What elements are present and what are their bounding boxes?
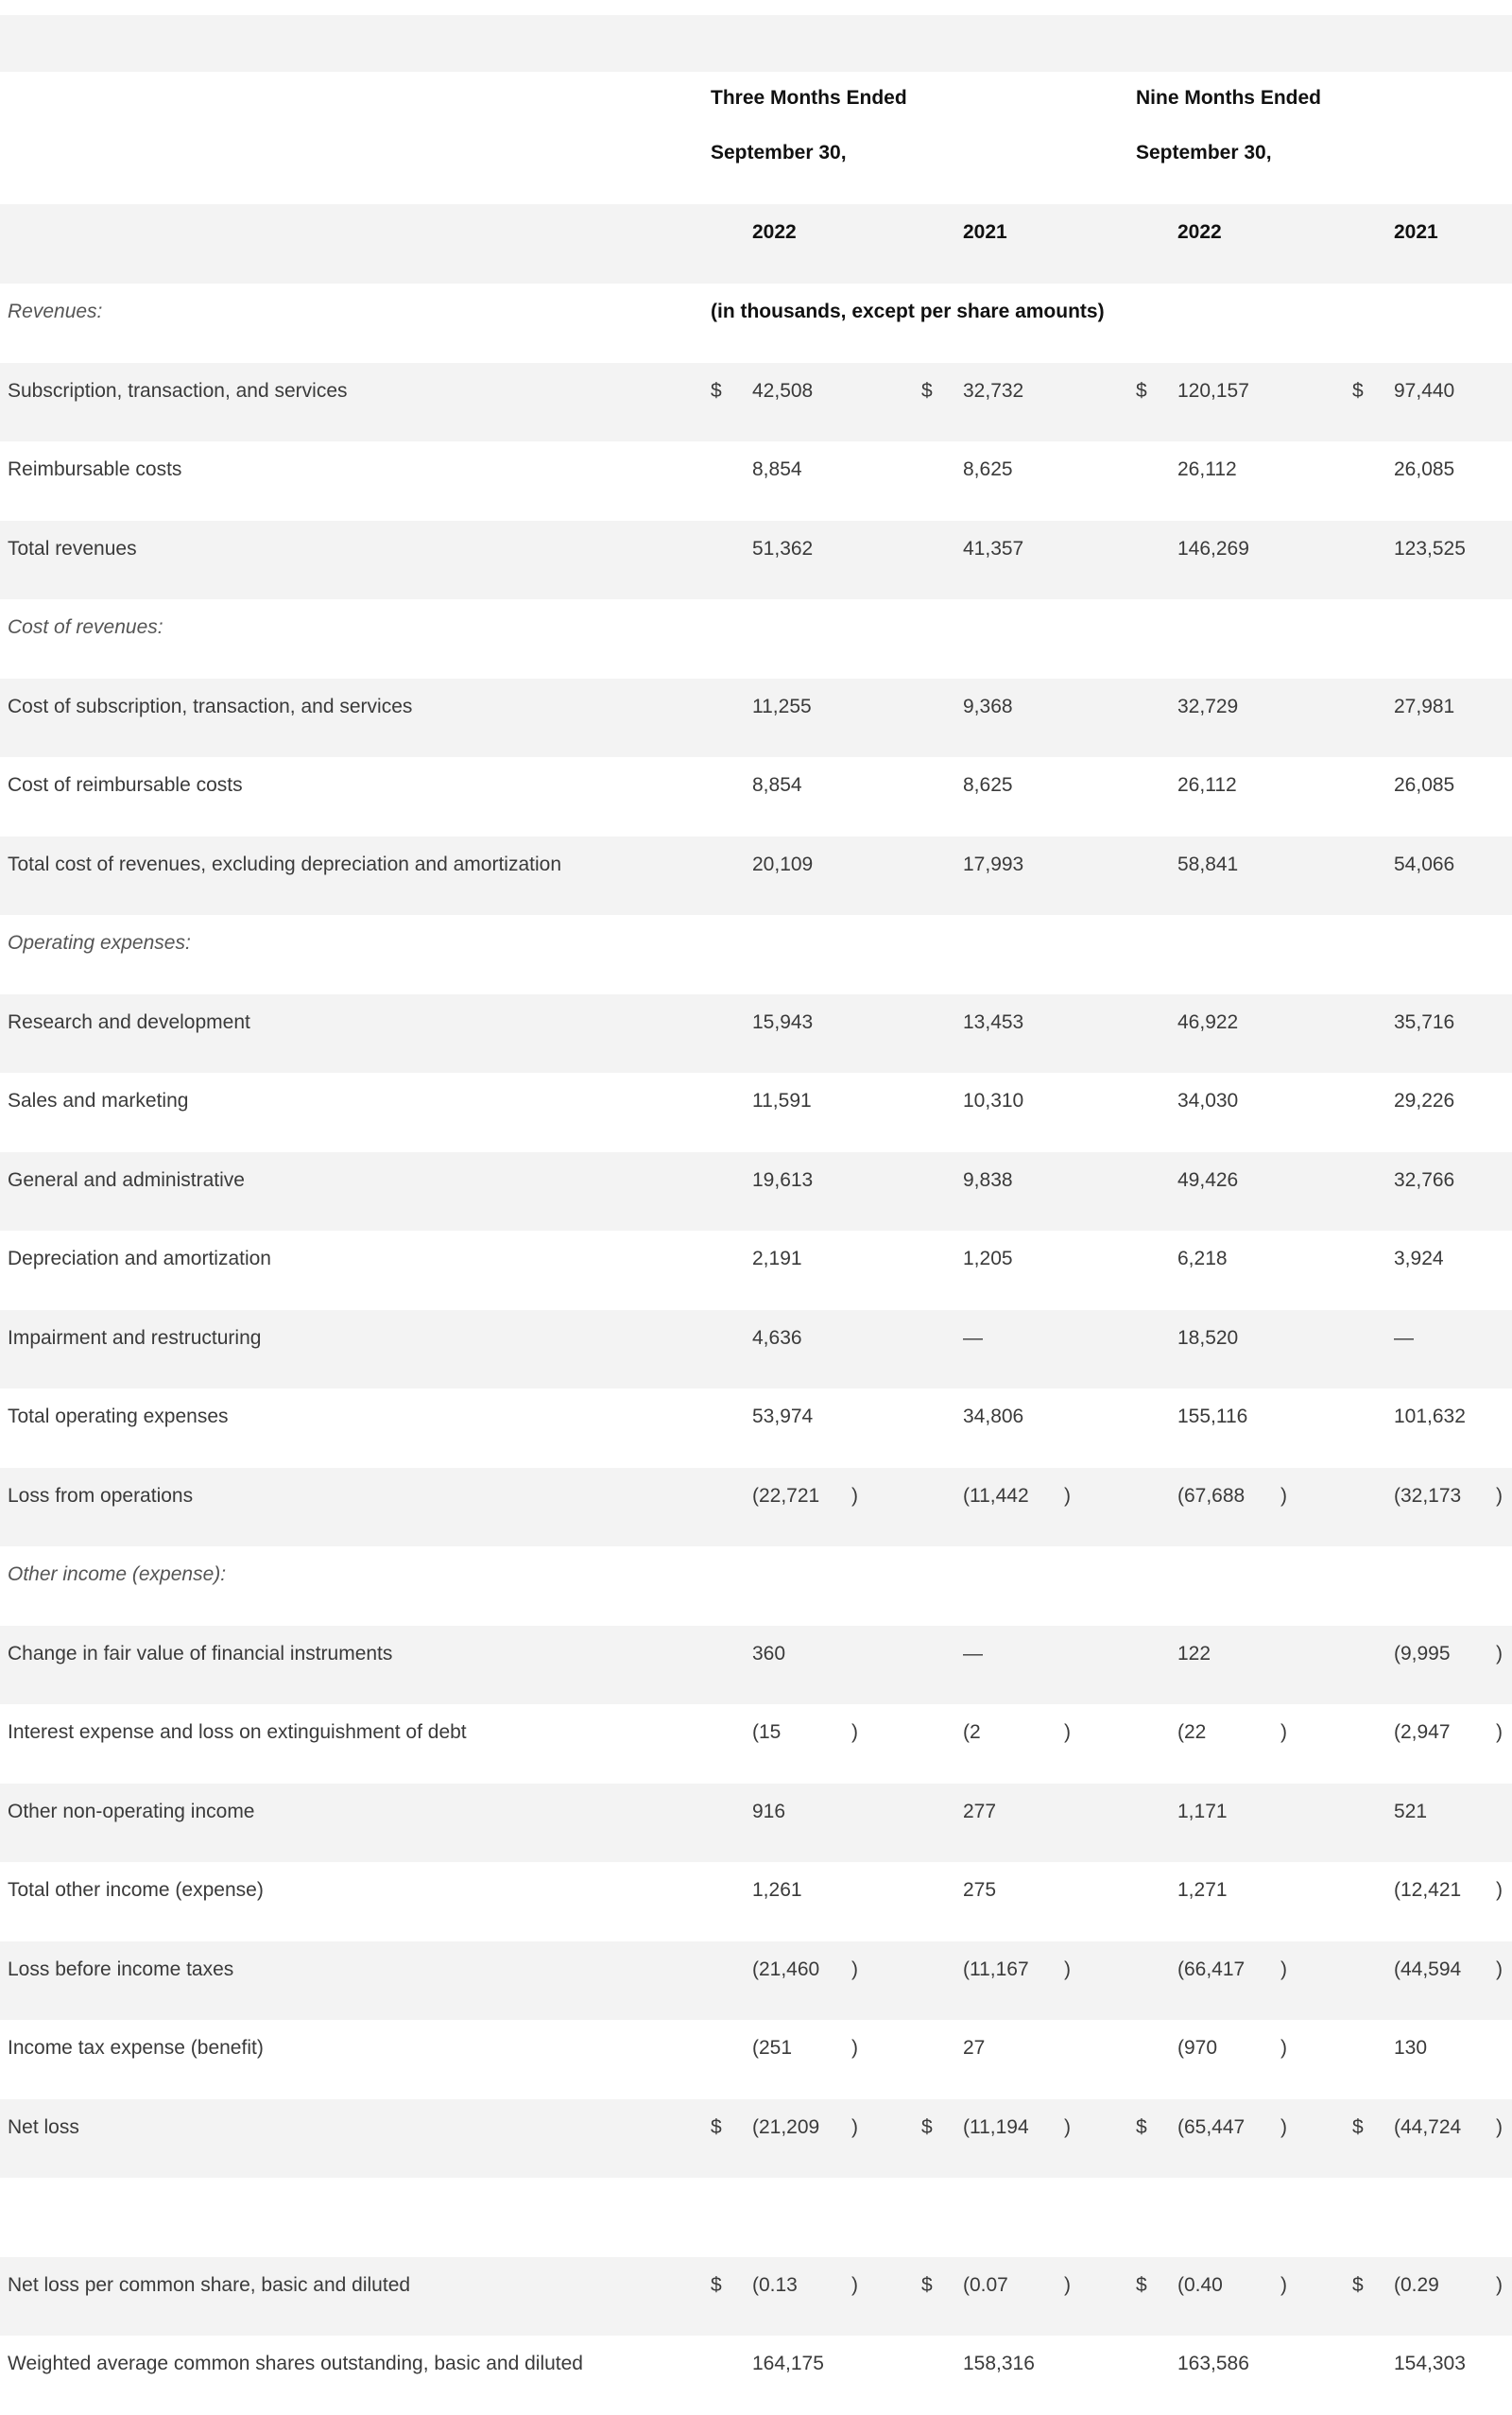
cell-value: 8,854 xyxy=(752,458,802,480)
cell-value: 46,922 xyxy=(1177,1011,1239,1033)
cell-value: 1,171 xyxy=(1177,1801,1228,1822)
table-row xyxy=(0,1704,1512,1784)
section-label: Other income (expense): xyxy=(8,1563,227,1585)
table-row xyxy=(0,2020,1512,2099)
cell-value: 101,632 xyxy=(1394,1406,1466,1427)
row-label: Change in fair value of financial instruments xyxy=(8,1643,393,1665)
row-label: Reimbursable costs xyxy=(8,458,182,480)
cell-value: (65,447 xyxy=(1177,2116,1246,2138)
cell-value: 277 xyxy=(963,1801,997,1822)
table-row xyxy=(0,521,1512,600)
table-row xyxy=(0,2336,1512,2415)
close-paren: ) xyxy=(851,2037,858,2059)
table-row xyxy=(0,679,1512,758)
cell-value: 32,766 xyxy=(1394,1169,1455,1191)
close-paren: ) xyxy=(1496,1721,1503,1743)
cell-value: — xyxy=(963,1327,983,1349)
row-label: Net loss xyxy=(8,2116,79,2138)
row-label: Income tax expense (benefit) xyxy=(8,2037,264,2059)
cell-value: (0.13 xyxy=(752,2274,798,2296)
cell-value: 27 xyxy=(963,2037,986,2059)
cell-value: 53,974 xyxy=(752,1406,814,1427)
table-row xyxy=(0,1152,1512,1232)
close-paren: ) xyxy=(1280,1958,1287,1980)
cell-value: 11,591 xyxy=(752,1090,812,1112)
cell-value: 123,525 xyxy=(1394,538,1466,560)
cell-value: 35,716 xyxy=(1394,1011,1455,1033)
cell-value: 122 xyxy=(1177,1643,1211,1665)
close-paren: ) xyxy=(1064,2274,1071,2296)
close-paren: ) xyxy=(1496,2274,1503,2296)
table-row xyxy=(0,994,1512,1074)
top-margin xyxy=(0,0,1512,15)
units-note: (in thousands, except per share amounts) xyxy=(711,301,1105,322)
row-label: Impairment and restructuring xyxy=(8,1327,262,1349)
cell-value: (970 xyxy=(1177,2037,1218,2059)
year-col-3: 2022 xyxy=(1177,221,1222,243)
cell-value: (2 xyxy=(963,1721,981,1743)
cell-value: 4,636 xyxy=(752,1327,802,1349)
cell-value: (22,721 xyxy=(752,1485,820,1507)
close-paren: ) xyxy=(1496,1879,1503,1901)
cell-value: 3,924 xyxy=(1394,1248,1444,1269)
dollar-sign: $ xyxy=(921,2274,933,2296)
cell-value: (11,194 xyxy=(963,2116,1029,2138)
cell-value: (11,442 xyxy=(963,1485,1029,1507)
dollar-sign: $ xyxy=(1352,2274,1364,2296)
dollar-sign: $ xyxy=(711,380,722,402)
section-header-row xyxy=(0,1546,1512,1626)
table-row xyxy=(0,441,1512,521)
row-label: Interest expense and loss on extinguishment of debt xyxy=(8,1721,467,1743)
cell-value: (44,724 xyxy=(1394,2116,1462,2138)
table-row xyxy=(0,837,1512,916)
spacer-row xyxy=(0,2178,1512,2257)
year-header-row xyxy=(0,204,1512,284)
cell-value: (9,995 xyxy=(1394,1643,1451,1665)
close-paren: ) xyxy=(1280,1721,1287,1743)
cell-value: (21,460 xyxy=(752,1958,820,1980)
row-label: Weighted average common shares outstanding, basic and diluted xyxy=(8,2353,583,2374)
cell-value: (66,417 xyxy=(1177,1958,1246,1980)
table-row xyxy=(0,1310,1512,1389)
cell-value: 154,303 xyxy=(1394,2353,1466,2374)
cell-value: 26,085 xyxy=(1394,458,1455,480)
close-paren: ) xyxy=(1064,1958,1071,1980)
close-paren: ) xyxy=(1496,1958,1503,1980)
table-row xyxy=(0,2099,1512,2179)
dollar-sign: $ xyxy=(711,2116,722,2138)
row-label: General and administrative xyxy=(8,1169,245,1191)
cell-value: 8,625 xyxy=(963,458,1013,480)
cell-value: 2,191 xyxy=(752,1248,802,1269)
table-row xyxy=(0,1231,1512,1310)
cell-value: (12,421 xyxy=(1394,1879,1462,1901)
cell-value: 51,362 xyxy=(752,538,814,560)
cell-value: — xyxy=(963,1643,983,1665)
dollar-sign: $ xyxy=(711,2274,722,2296)
cell-value: 9,838 xyxy=(963,1169,1013,1191)
cell-value: (22 xyxy=(1177,1721,1207,1743)
row-label: Total other income (expense) xyxy=(8,1879,264,1901)
cell-value: 41,357 xyxy=(963,538,1024,560)
cell-value: 32,729 xyxy=(1177,696,1239,717)
cell-value: (251 xyxy=(752,2037,793,2059)
cell-value: (0.29 xyxy=(1394,2274,1439,2296)
cell-value: 42,508 xyxy=(752,380,814,402)
close-paren: ) xyxy=(1496,2116,1503,2138)
cell-value: — xyxy=(1394,1327,1414,1349)
cell-value: 164,175 xyxy=(752,2353,824,2374)
cell-value: 521 xyxy=(1394,1801,1428,1822)
cell-value: 34,806 xyxy=(963,1406,1024,1427)
cell-value: (2,947 xyxy=(1394,1721,1451,1743)
row-label: Research and development xyxy=(8,1011,250,1033)
table-row xyxy=(0,1468,1512,1547)
cell-value: 163,586 xyxy=(1177,2353,1249,2374)
nine-months-date: September 30, xyxy=(1136,142,1272,164)
cell-value: (0.07 xyxy=(963,2274,1008,2296)
row-label: Cost of reimbursable costs xyxy=(8,774,243,796)
dollar-sign: $ xyxy=(1352,380,1364,402)
year-col-4: 2021 xyxy=(1394,221,1438,243)
section-header-row xyxy=(0,915,1512,994)
cell-value: 6,218 xyxy=(1177,1248,1228,1269)
dollar-sign: $ xyxy=(1352,2116,1364,2138)
dollar-sign: $ xyxy=(1136,2274,1147,2296)
three-months-date: September 30, xyxy=(711,142,847,164)
cell-value: 916 xyxy=(752,1801,786,1822)
cell-value: (32,173 xyxy=(1394,1485,1462,1507)
close-paren: ) xyxy=(1280,2116,1287,2138)
row-label: Subscription, transaction, and services xyxy=(8,380,348,402)
row-label: Depreciation and amortization xyxy=(8,1248,271,1269)
row-label: Total operating expenses xyxy=(8,1406,229,1427)
row-label: Sales and marketing xyxy=(8,1090,189,1112)
cell-value: 130 xyxy=(1394,2037,1428,2059)
cell-value: 32,732 xyxy=(963,380,1024,402)
cell-value: 97,440 xyxy=(1394,380,1455,402)
row-label: Total cost of revenues, excluding depreciation and amortization xyxy=(8,854,562,875)
row-label: Total revenues xyxy=(8,538,137,560)
period-header-row xyxy=(0,72,1512,204)
cell-value: 360 xyxy=(752,1643,786,1665)
cell-value: 19,613 xyxy=(752,1169,814,1191)
close-paren: ) xyxy=(1280,2037,1287,2059)
table-row xyxy=(0,1073,1512,1152)
table-row xyxy=(0,757,1512,837)
cell-value: 120,157 xyxy=(1177,380,1249,402)
cell-value: 58,841 xyxy=(1177,854,1239,875)
cell-value: 26,085 xyxy=(1394,774,1455,796)
dollar-sign: $ xyxy=(1136,380,1147,402)
dollar-sign: $ xyxy=(921,2116,933,2138)
cell-value: 158,316 xyxy=(963,2353,1035,2374)
table-row xyxy=(0,1389,1512,1468)
cell-value: 8,854 xyxy=(752,774,802,796)
cell-value: 26,112 xyxy=(1177,458,1237,480)
cell-value: (0.40 xyxy=(1177,2274,1223,2296)
cell-value: 20,109 xyxy=(752,854,814,875)
table-row xyxy=(0,1784,1512,1863)
section-header-row xyxy=(0,284,1512,363)
row-label: Net loss per common share, basic and diluted xyxy=(8,2274,411,2296)
close-paren: ) xyxy=(1064,1485,1071,1507)
cell-value: (15 xyxy=(752,1721,782,1743)
row-label: Other non-operating income xyxy=(8,1801,255,1822)
table-row xyxy=(0,1862,1512,1941)
section-header-row xyxy=(0,599,1512,679)
cell-value: (21,209 xyxy=(752,2116,820,2138)
cell-value: 155,116 xyxy=(1177,1406,1248,1427)
close-paren: ) xyxy=(851,2274,858,2296)
close-paren: ) xyxy=(851,1721,858,1743)
table-row xyxy=(0,1941,1512,2021)
cell-value: 13,453 xyxy=(963,1011,1024,1033)
cell-value: 49,426 xyxy=(1177,1169,1239,1191)
cell-value: 17,993 xyxy=(963,854,1024,875)
cell-value: 8,625 xyxy=(963,774,1013,796)
top-stripe xyxy=(0,15,1512,72)
row-label: Loss from operations xyxy=(8,1485,194,1507)
close-paren: ) xyxy=(1064,2116,1071,2138)
three-months-heading: Three Months Ended xyxy=(711,87,907,109)
cell-value: 54,066 xyxy=(1394,854,1455,875)
section-label: Cost of revenues: xyxy=(8,616,163,638)
table-row xyxy=(0,363,1512,442)
close-paren: ) xyxy=(1496,1485,1503,1507)
table-row xyxy=(0,1626,1512,1705)
cell-value: (44,594 xyxy=(1394,1958,1462,1980)
year-col-1: 2022 xyxy=(752,221,797,243)
cell-value: 1,205 xyxy=(963,1248,1013,1269)
section-label: Revenues: xyxy=(8,301,103,322)
cell-value: 26,112 xyxy=(1177,774,1237,796)
dollar-sign: $ xyxy=(921,380,933,402)
cell-value: 146,269 xyxy=(1177,538,1249,560)
cell-value: (67,688 xyxy=(1177,1485,1246,1507)
dollar-sign: $ xyxy=(1136,2116,1147,2138)
close-paren: ) xyxy=(851,2116,858,2138)
cell-value: 275 xyxy=(963,1879,997,1901)
table-row xyxy=(0,2257,1512,2337)
close-paren: ) xyxy=(851,1485,858,1507)
close-paren: ) xyxy=(1064,1721,1071,1743)
cell-value: 15,943 xyxy=(752,1011,814,1033)
nine-months-heading: Nine Months Ended xyxy=(1136,87,1321,109)
cell-value: 27,981 xyxy=(1394,696,1455,717)
close-paren: ) xyxy=(1280,2274,1287,2296)
cell-value: 1,271 xyxy=(1177,1879,1228,1901)
close-paren: ) xyxy=(851,1958,858,1980)
year-col-2: 2021 xyxy=(963,221,1007,243)
cell-value: 29,226 xyxy=(1394,1090,1455,1112)
close-paren: ) xyxy=(1280,1485,1287,1507)
cell-value: 10,310 xyxy=(963,1090,1024,1112)
section-label: Operating expenses: xyxy=(8,932,191,954)
close-paren: ) xyxy=(1496,1643,1503,1665)
cell-value: 11,255 xyxy=(752,696,812,717)
cell-value: 1,261 xyxy=(752,1879,802,1901)
cell-value: 9,368 xyxy=(963,696,1013,717)
cell-value: 34,030 xyxy=(1177,1090,1239,1112)
row-label: Cost of subscription, transaction, and services xyxy=(8,696,413,717)
cell-value: (11,167 xyxy=(963,1958,1029,1980)
row-label: Loss before income taxes xyxy=(8,1958,234,1980)
cell-value: 18,520 xyxy=(1177,1327,1239,1349)
